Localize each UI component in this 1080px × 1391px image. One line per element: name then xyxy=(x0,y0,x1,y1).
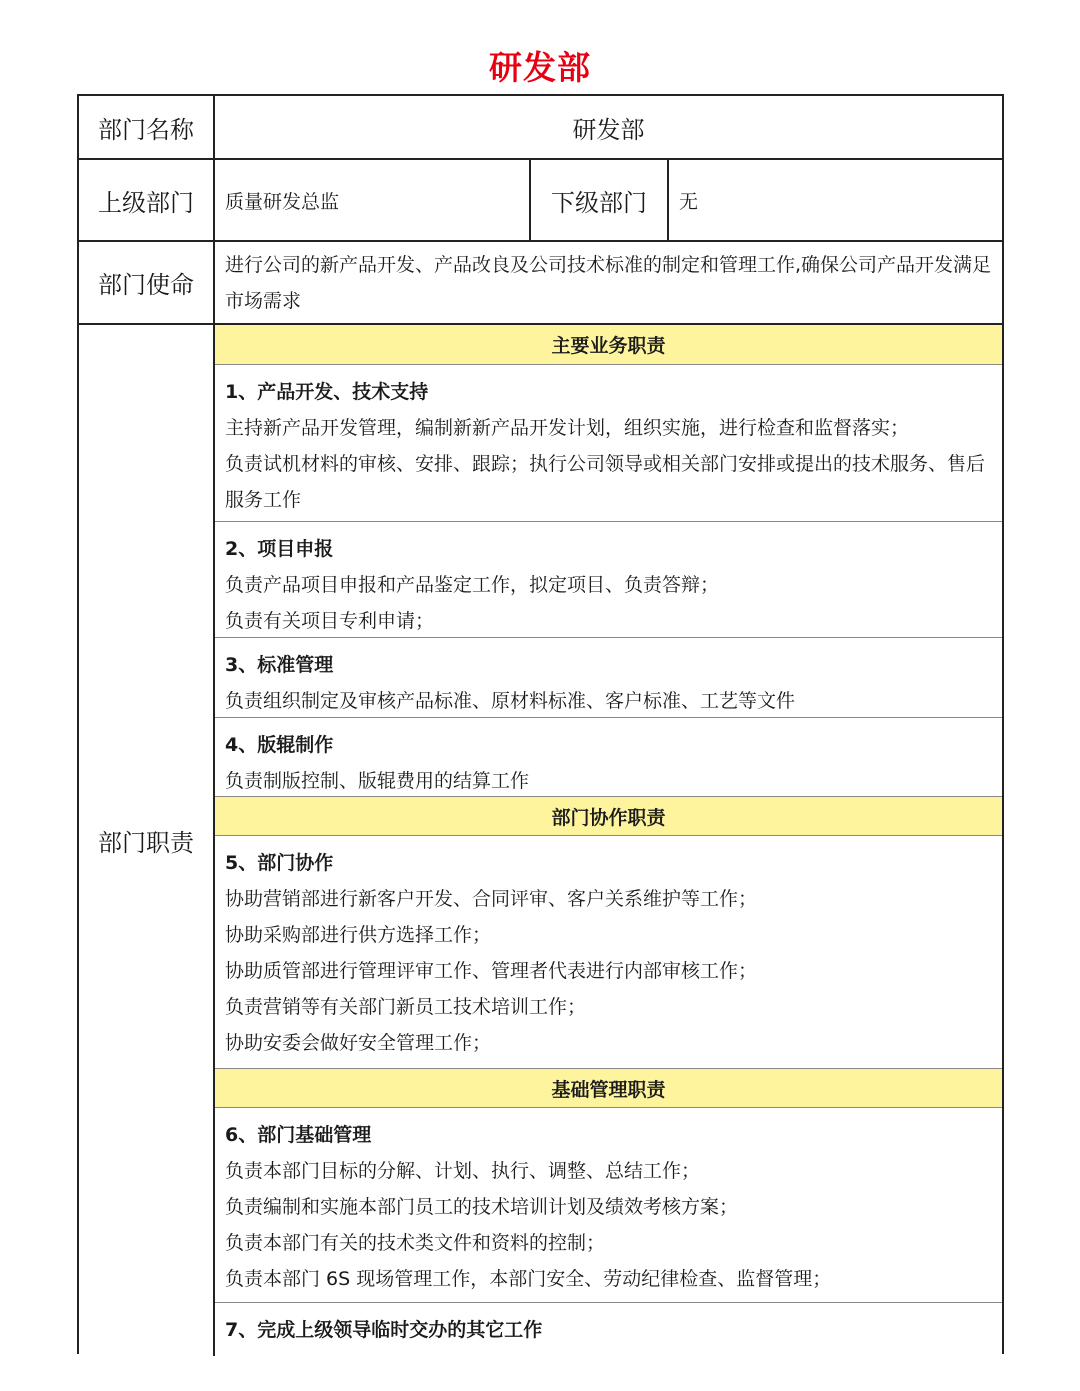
duty-block xyxy=(215,365,1002,522)
duty-line: 负责试机材料的审核、安排、跟踪；执行公司领导或相关部门安排或提出的技术服务、售后服务工作 xyxy=(225,453,986,511)
row-parent-child xyxy=(79,160,1002,242)
row-duties xyxy=(79,325,1002,1356)
duty-block xyxy=(215,522,1002,638)
duty-block xyxy=(215,718,1002,796)
duty-block xyxy=(215,1108,1002,1303)
page-title: 研发部 xyxy=(489,48,591,87)
duty-block xyxy=(215,836,1002,1068)
duty-block xyxy=(215,638,1002,718)
child-dept-label: 下级部门 xyxy=(531,160,669,240)
duty-title: 1、产品开发、技术支持 xyxy=(225,381,429,403)
duties-label: 部门职责 xyxy=(79,325,215,1356)
duty-title: 5、部门协作 xyxy=(225,852,334,874)
duty-line: 负责本部门 6S 现场管理工作，本部门安全、劳动纪律检查、监督管理； xyxy=(225,1268,832,1290)
row-dept-name xyxy=(79,96,1002,160)
parent-dept-label: 上级部门 xyxy=(79,160,215,240)
duties-content xyxy=(215,325,1002,1356)
duty-line: 负责制版控制、版辊费用的结算工作 xyxy=(225,770,530,792)
dept-name-label: 部门名称 xyxy=(79,96,215,158)
duty-line: 主持新产品开发管理，编制新新产品开发计划，组织实施，进行检查和监督落实； xyxy=(225,417,910,439)
duty-title: 7、完成上级领导临时交办的其它工作 xyxy=(225,1319,543,1341)
department-table xyxy=(77,94,1004,1354)
duty-line: 负责编制和实施本部门员工的技术培训计划及绩效考核方案； xyxy=(225,1196,739,1218)
row-mission xyxy=(79,242,1002,325)
mission-value: 进行公司的新产品开发、产品改良及公司技术标准的制定和管理工作,确保公司产品开发满足市场需求 xyxy=(225,253,992,312)
duty-line: 协助采购部进行供方选择工作； xyxy=(225,924,492,946)
section-header-basic: 基础管理职责 xyxy=(215,1068,1002,1108)
duty-title: 6、部门基础管理 xyxy=(225,1124,372,1146)
duty-line: 负责产品项目申报和产品鉴定工作，拟定项目、负责答辩； xyxy=(225,574,720,596)
duty-line: 负责本部门有关的技术类文件和资料的控制； xyxy=(225,1232,606,1254)
duty-title: 4、版辊制作 xyxy=(225,734,334,756)
duty-line: 协助质管部进行管理评审工作、管理者代表进行内部审核工作； xyxy=(225,960,758,982)
duty-line: 负责营销等有关部门新员工技术培训工作； xyxy=(225,996,587,1018)
duty-line: 负责本部门目标的分解、计划、执行、调整、总结工作； xyxy=(225,1160,701,1182)
mission-label: 部门使命 xyxy=(79,242,215,323)
duty-line: 负责有关项目专利申请； xyxy=(225,610,435,632)
parent-dept-value: 质量研发总监 xyxy=(215,160,531,240)
section-header-coop: 部门协作职责 xyxy=(215,796,1002,836)
duty-title: 3、标准管理 xyxy=(225,654,334,676)
duty-line: 协助营销部进行新客户开发、合同评审、客户关系维护等工作； xyxy=(225,888,758,910)
duty-block xyxy=(215,1303,1002,1353)
duty-line: 协助安委会做好安全管理工作； xyxy=(225,1032,492,1054)
duty-title: 2、项目申报 xyxy=(225,538,334,560)
duty-line: 负责组织制定及审核产品标准、原材料标准、客户标准、工艺等文件 xyxy=(225,690,796,712)
section-header-main: 主要业务职责 xyxy=(215,325,1002,365)
dept-name-value: 研发部 xyxy=(572,115,645,144)
child-dept-value: 无 xyxy=(679,190,699,213)
